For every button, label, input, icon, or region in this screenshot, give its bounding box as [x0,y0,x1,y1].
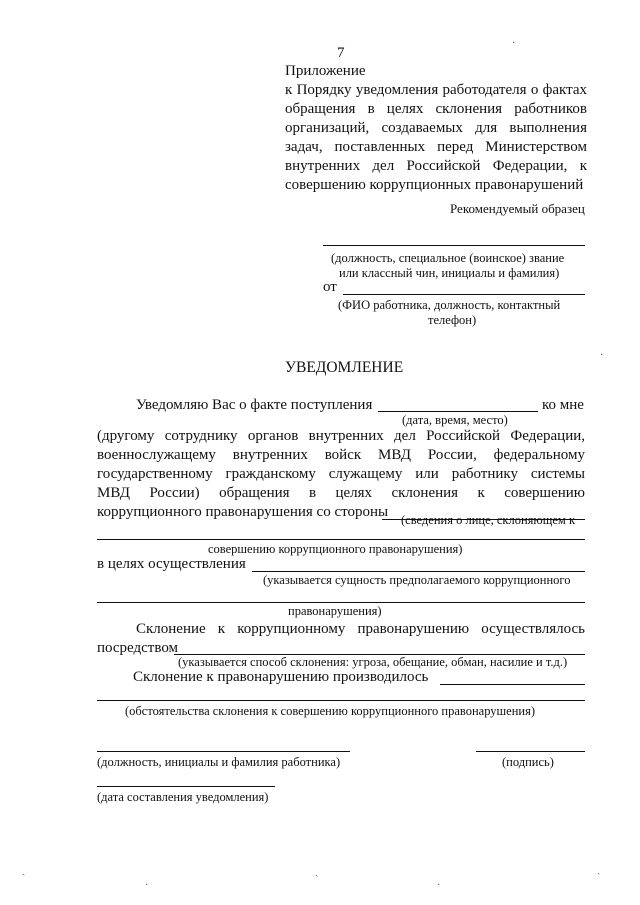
from-hint: (ФИО работника, должность, контактный [338,298,561,312]
scan-speck: · [512,38,516,49]
scan-speck: · [437,880,441,891]
body-line: военнослужащему внутренних войск МВД России, федеральному [97,447,585,463]
from-line [343,294,585,295]
signature-line [476,751,585,752]
method-text: Склонение к коррупционному правонарушению осуществлялось [136,621,585,637]
page-number: 7 [337,45,345,61]
purpose-label: в целях осуществления [97,556,246,572]
scan-speck: ˏ [315,866,319,877]
from-hint: телефон) [428,313,477,327]
header-line: организаций, создаваемых для выполнения [285,120,587,136]
scan-speck: · [145,880,149,891]
person-line-2 [97,539,585,540]
header-line: обращения в целях склонения работников [285,101,587,117]
essence-hint: (указывается сущность предполагаемого коррупционного [263,573,571,587]
addressee-line [323,245,585,246]
scan-speck: ˏ [22,865,26,876]
position-hint: (должность, инициалы и фамилия работника) [97,755,341,769]
body-line: (другому сотруднику органов внутренних дел Российской Федерации, [97,428,585,444]
appendix-title: Приложение [285,63,366,79]
circumstances-hint: (обстоятельства склонения к совершению коррупционного правонарушения) [125,704,535,718]
header-line-last: совершению коррупционных правонарушений [285,177,584,193]
header-line: к Порядку уведомления работодателя о фактах [285,82,587,98]
addressee-hint: или классный чин, инициалы и фамилия) [339,266,560,280]
essence-hint: правонарушения) [288,604,382,618]
intro-text: Уведомляю Вас о факте поступления [136,397,373,413]
position-signature-line [97,751,350,752]
body-line: государственному гражданскому служащему или работнику системы [97,466,585,482]
from-label: от [323,279,337,295]
header-line: внутренних дел Российской Федерации, к [285,158,587,174]
person-hint: (сведения о лице, склоняющем к [401,513,576,527]
intro-end-text: ко мне [542,397,584,413]
occurred-line [440,684,585,685]
method-text: посредством [97,640,179,656]
date-hint: (дата составления уведомления) [97,790,269,804]
addressee-hint: (должность, специальное (воинское) звание [331,251,565,265]
scan-speck: · [600,350,604,361]
person-hint: совершению коррупционного правонарушения) [208,542,463,556]
signature-hint: (подпись) [502,755,554,769]
method-hint: (указывается способ склонения: угроза, обещание, обман, насилие и т.д.) [178,655,568,669]
date-line [97,786,275,787]
datetime-hint: (дата, время, место) [402,413,508,427]
header-line: задач, поставленных перед Министерством [285,139,587,155]
body-line: МВД России) обращения в целях склонения к совершению [97,485,585,501]
body-line-last: коррупционного правонарушения со стороны [97,504,389,520]
sample-label: Рекомендуемый образец [450,201,585,216]
document-title: УВЕДОМЛЕНИЕ [285,359,404,376]
occurred-label: Склонение к правонарушению производилось [133,669,429,685]
circumstances-line [97,700,585,701]
scan-speck: ˏ [597,864,601,875]
